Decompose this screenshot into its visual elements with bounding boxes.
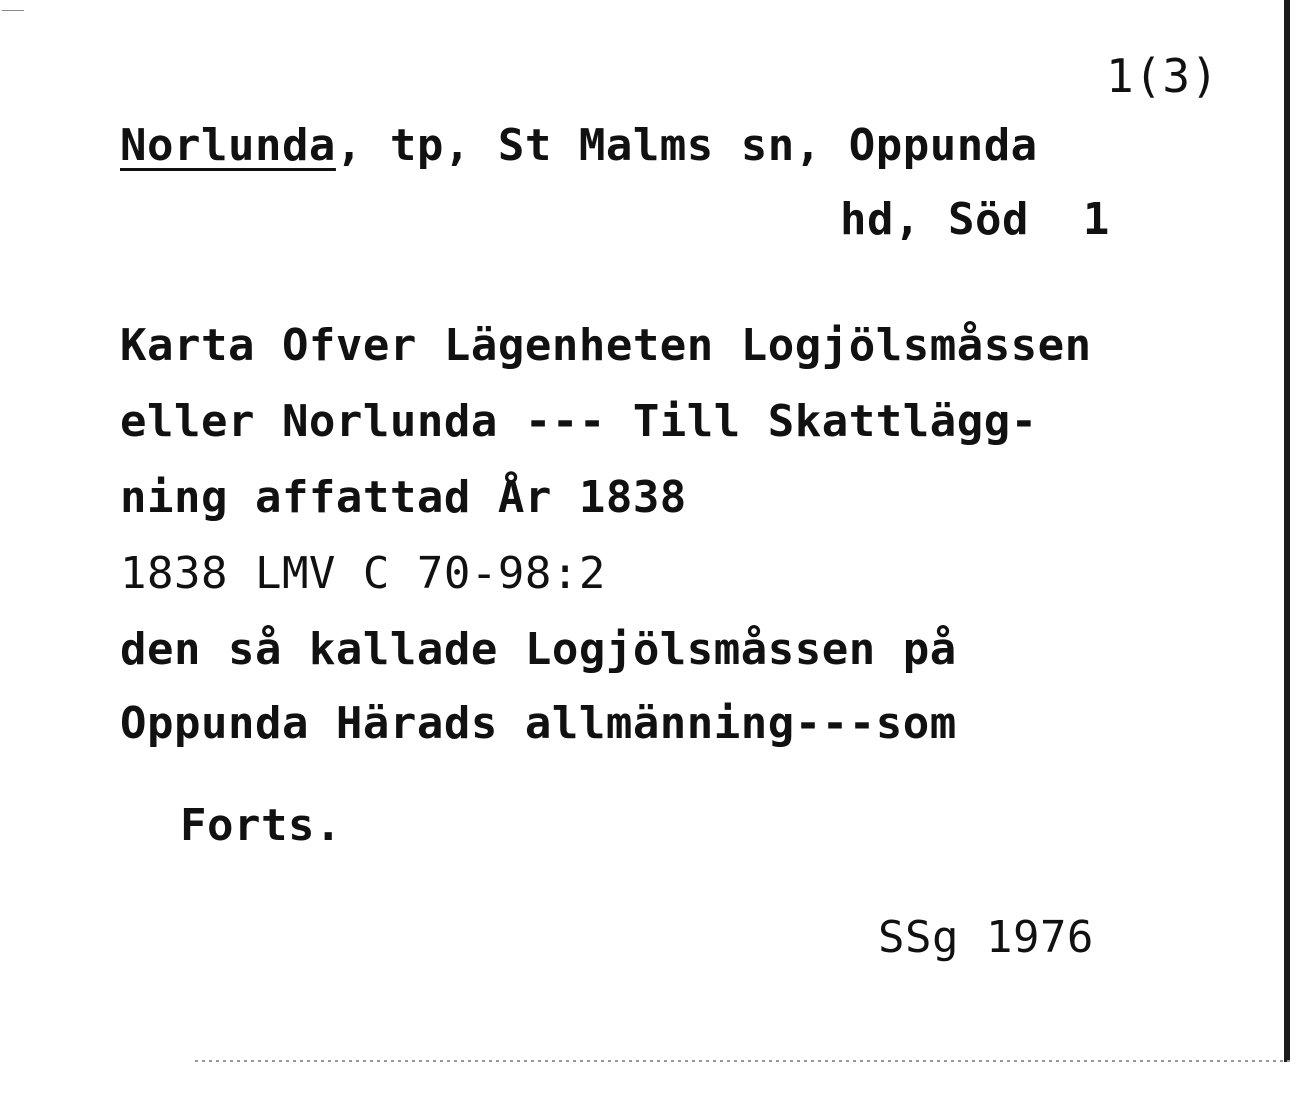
- signature: SSg 1976: [878, 912, 1094, 963]
- continuation-note: Forts.: [180, 800, 342, 851]
- body-line: den så kallade Logjölsmåssen på: [120, 624, 957, 675]
- body-line: 1838 LMV C 70-98:2: [120, 548, 606, 599]
- title-details: , tp, St Malms sn, Oppunda: [335, 120, 1038, 171]
- title-line: [120, 120, 1038, 172]
- corner-mark: [2, 2, 24, 11]
- body-line: ning affattad År 1838: [120, 472, 687, 523]
- place-name: Norlunda: [120, 120, 336, 171]
- card-bottom-edge: [195, 1060, 1290, 1062]
- body-line: Oppunda Härads allmänning---som: [120, 698, 957, 749]
- card-right-edge: [1284, 0, 1290, 1062]
- body-line: eller Norlunda --- Till Skattlägg-: [120, 396, 1038, 447]
- title-line-2: hd, Söd 1: [840, 194, 1110, 245]
- page-number: 1(3): [1106, 49, 1219, 103]
- body-line: Karta Ofver Lägenheten Logjölsmåssen: [120, 320, 1092, 371]
